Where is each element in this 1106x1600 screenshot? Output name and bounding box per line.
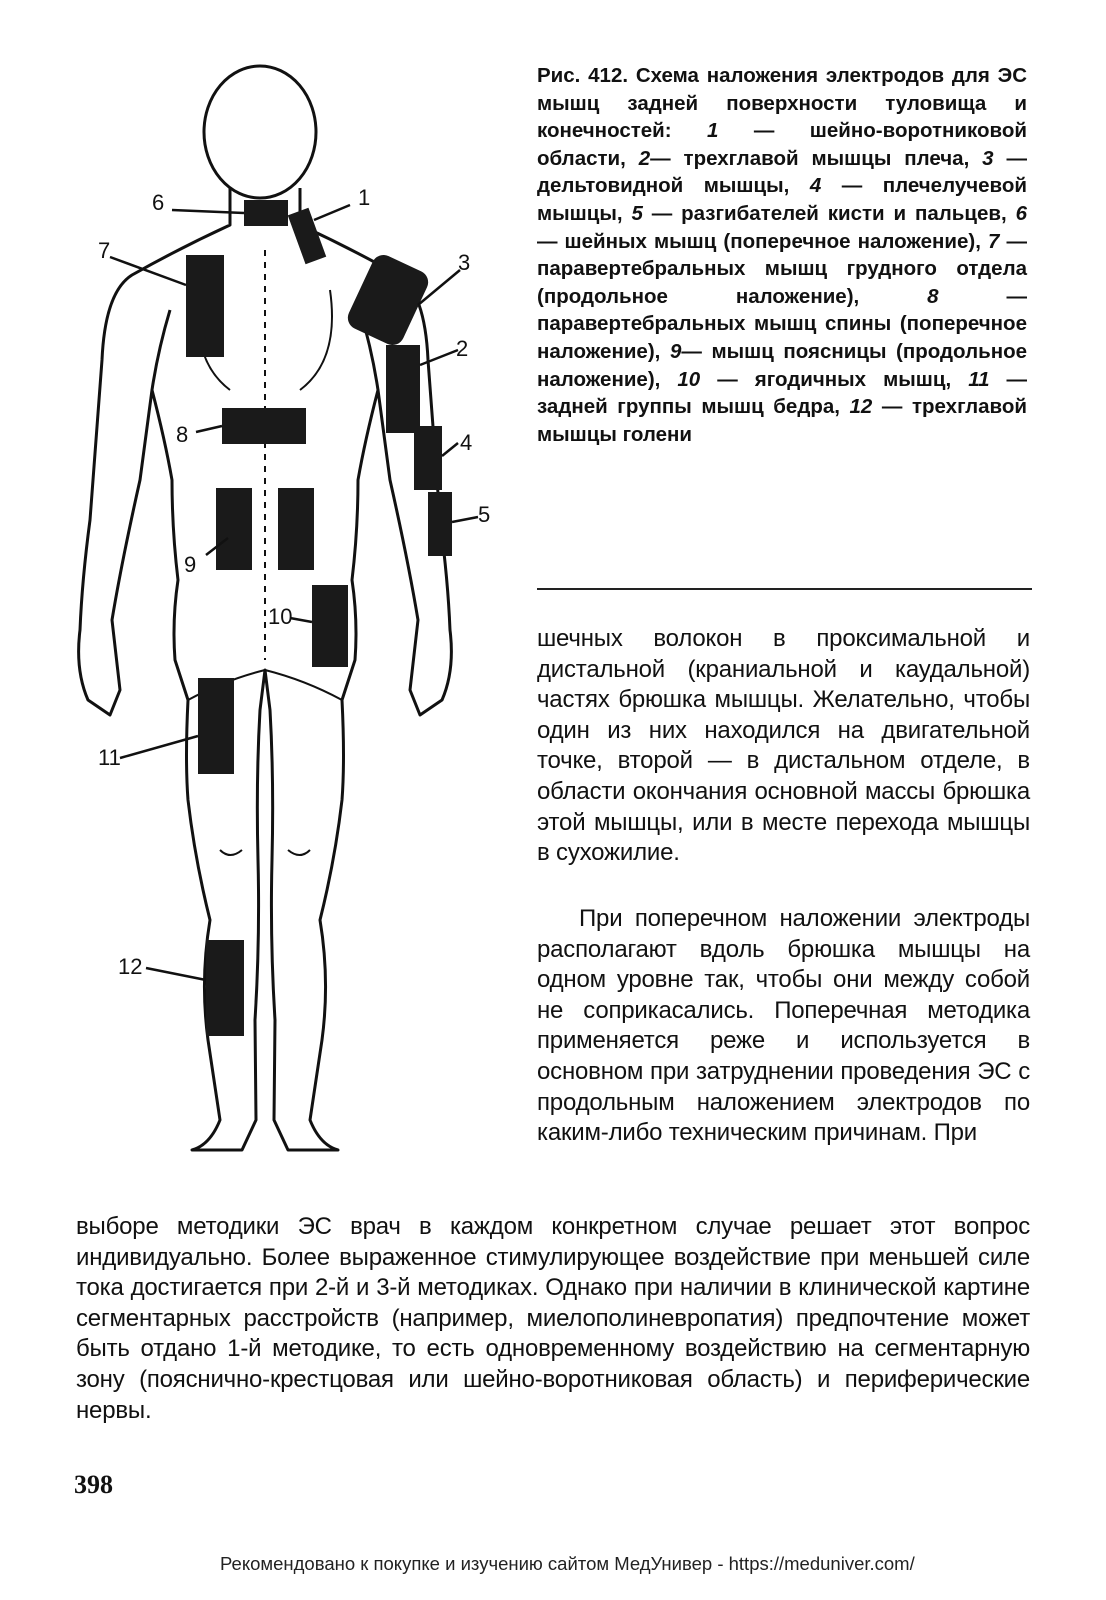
electrode-placement-figure [60, 60, 520, 1190]
marker-labels [98, 185, 490, 979]
electrode-9-right [278, 488, 314, 570]
marker-1: 1 [358, 185, 371, 210]
electrode-4 [414, 426, 442, 490]
paragraph-3: выборе методики ЭС врач в каждом конкретном случае решает этот вопрос индивидуально. Более выраженное стимулирующее воздействие при меньшей силе тока достигается при 2-й и 3-й методиках. Однако при наличии в клинической картине сегментарных расстройств (например, миелополиневропатия) предпочтение может быть отдано 1-й методике, то есть одновременному воздействию на сегментарную зону (пояснично-крестцовая или шейно-воротниковая область) и периферические нервы. [76, 1213, 1030, 1424]
marker-12: 12 [118, 954, 143, 979]
electrode-5 [428, 492, 452, 556]
body-outline [79, 66, 452, 1150]
electrode-11 [198, 678, 234, 774]
caption-item: 10 — ягодичных мышц, [677, 367, 952, 391]
electrode-9-left [216, 488, 252, 570]
marker-6: 6 [152, 190, 165, 215]
caption-divider [537, 588, 1032, 590]
electrodes [186, 200, 452, 1036]
electrode-10 [312, 585, 348, 667]
footer-note: Рекомендовано к покупке и изучению сайтом МедУнивер - https://meduniver.com/ [220, 1553, 915, 1574]
figure-caption [537, 62, 1027, 448]
caption-item: 4 — плечелучевой мышцы, [537, 174, 1027, 225]
electrode-8 [222, 408, 306, 444]
page-number: 398 [74, 1470, 113, 1499]
caption-item: 8 — паравертебральных мышц спины (поперечное наложение), [537, 284, 1028, 363]
electrode-12 [206, 940, 244, 1036]
marker-5: 5 [478, 502, 491, 527]
electrode-6 [244, 200, 288, 226]
marker-10: 10 [268, 604, 293, 629]
caption-item: 7 — паравертебральных мышц грудного отдела (продольное наложение), [537, 229, 1027, 308]
marker-4: 4 [460, 430, 473, 455]
electrode-3 [344, 251, 432, 349]
caption-item: 9— мышц поясницы (продольное наложение), [537, 339, 1027, 391]
caption-item: 6 — шейных мышц (поперечное наложение), [537, 201, 1027, 253]
caption-item: 1 — шейно-воротниковой области, [537, 119, 1027, 170]
marker-11: 11 [98, 745, 121, 770]
caption-item: 5 — разгибателей кисти и пальцев, [631, 201, 1007, 225]
caption-item: 11 — задней группы мышц бедра, [537, 367, 1027, 419]
marker-7: 7 [98, 238, 111, 263]
caption-items [537, 119, 1027, 446]
electrode-7 [186, 255, 224, 357]
caption-item: 2— трехглавой мышцы плеча, [638, 146, 970, 170]
caption-lead: Рис. 412. [537, 64, 629, 87]
caption-title: Схема наложения электродов для ЭС мышц задней поверхности туловища и конечностей: [537, 64, 1027, 143]
caption-item: 3 — дельтовидной мышцы, [537, 146, 1027, 198]
marker-3: 3 [458, 250, 471, 275]
marker-8: 8 [176, 422, 189, 447]
caption-item: 12 — трехглавой мышцы голени [537, 395, 1027, 446]
marker-9: 9 [184, 552, 197, 577]
paragraph-1: шечных волокон в проксимальной и дистальной (краниальной и каудальной) частях брюшка мышцы. Желательно, чтобы один из них находился на двигательной точке, второй — в дистальном отделе, в области окончания основной массы брюшка этой мышцы, или в месте перехода мышцы в сухожилие. [537, 625, 1030, 867]
marker-2: 2 [456, 336, 469, 361]
electrode-2 [386, 345, 420, 433]
paragraph-2: При поперечном наложении электроды располагают вдоль брюшка мышцы на одном уровне так, чтобы они между собой не соприкасались. Поперечная методика применяется реже и используется в основном при затруднении проведения ЭС с продольным наложением электродов по каким-либо техническим причинам. При [537, 905, 1030, 1147]
